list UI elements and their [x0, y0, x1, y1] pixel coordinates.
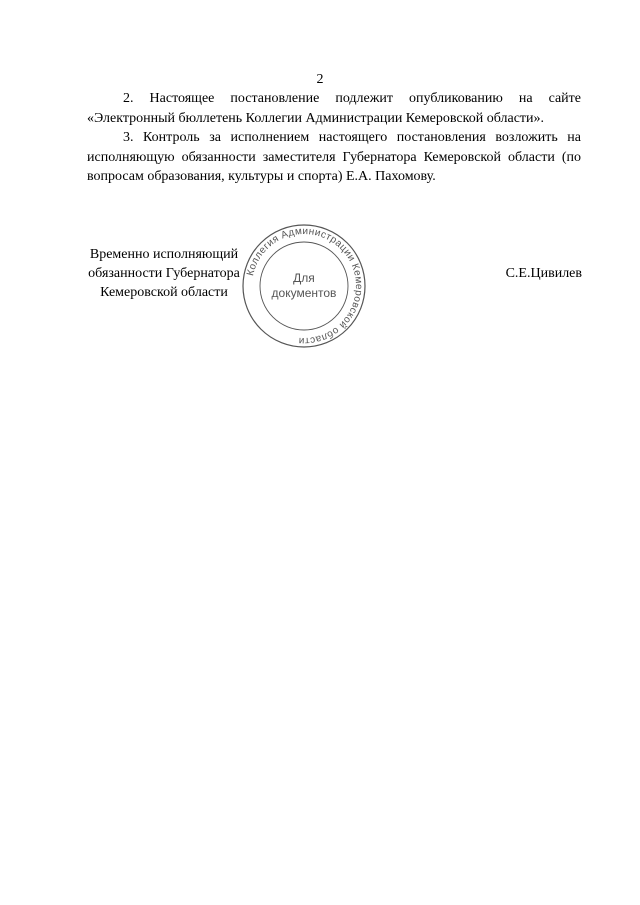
signer-title-line: Временно исполняющий	[89, 247, 239, 262]
signer-name: С.Е.Цивилев	[505, 266, 582, 281]
stamp-center-text: документов	[271, 286, 337, 300]
stamp-ring-text: Коллегия Администрации Кемеровской области	[245, 225, 365, 347]
signer-title	[78, 245, 250, 302]
stamp-center-text: Для	[293, 271, 315, 285]
document-body	[87, 89, 581, 187]
paragraph-2: 2. Настоящее постановление подлежит опубликованию на сайте «Электронный бюллетень Коллегии Администрации Кемеровской области».	[87, 91, 581, 126]
page-number: 2	[316, 72, 324, 87]
signer-title-line: Кемеровской области	[100, 285, 228, 300]
paragraph-3: 3. Контроль за исполнением настоящего постановления возложить на исполняющую обязанности заместителя Губернатора Кемеровской области (по вопросам образования, культуры и спорта) Е.А. Пахомову.	[87, 130, 581, 184]
signer-title-line: обязанности Губернатора	[88, 266, 240, 281]
official-stamp	[240, 222, 368, 350]
